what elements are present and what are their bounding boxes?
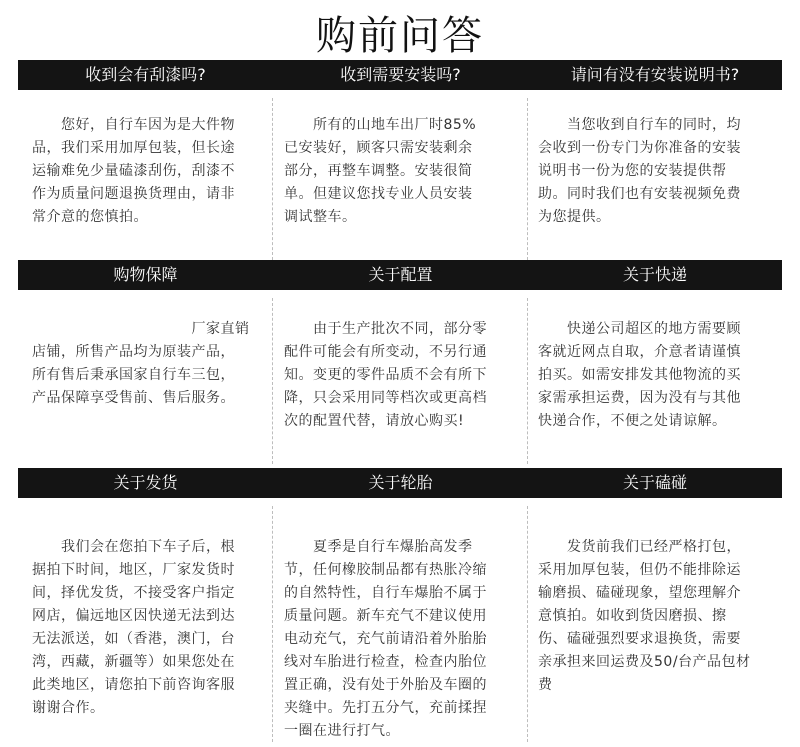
column-divider: [272, 506, 273, 742]
faq-header: 关于磕碰: [622, 473, 687, 492]
faq-header: 关于配置: [368, 265, 433, 284]
faq-answer: 我们会在您拍下车子后，根 据拍下时间，地区，厂家发货时 间，择优发货，不接受客户指定 网店，偏远地区因快递无法到达 无法派送，如（香港，澳门，台 湾，西藏，新疆等）如果您处在 此类地区，请您拍下前咨询客服 谢谢合作。: [32, 539, 235, 716]
faq-answer: 快递公司超区的地方需要顾 客就近网点自取，介意者请谨慎 拍买。如需安排发其他物流的买 家需承担运费，因为没有与其他 快递合作，不便之处请谅解。: [538, 321, 741, 429]
faq-header: 收到会有刮漆吗?: [85, 65, 206, 84]
faq-header-band: [18, 60, 782, 90]
faq-answer: 由于生产批次不同，部分零 配件可能会有所变动，不另行通 知。变更的零件品质不会有所下 降，只会采用同等档次或更高档 次的配置代替，请放心购买!: [284, 321, 487, 429]
faq-header: 关于轮胎: [368, 473, 433, 492]
faq-header: 请问有没有安装说明书?: [570, 65, 740, 84]
faq-answer: 您好，自行车因为是大件物 品，我们采用加厚包装，但长途 运输难免少量磕漆刮伤，刮漆不 作为质量问题退换货理由，请非 常介意的您慎拍。: [32, 117, 235, 225]
faq-header-band: [18, 468, 782, 498]
column-divider: [527, 298, 528, 464]
faq-header: 购物保障: [113, 265, 178, 284]
faq-header: 收到需要安装吗?: [340, 65, 461, 84]
faq-header-band: [18, 260, 782, 290]
column-divider: [272, 298, 273, 464]
column-divider: [272, 98, 273, 260]
faq-answer: 夏季是自行车爆胎高发季 节，任何橡胶制品都有热胀冷缩 的自然特性，自行车爆胎不属于 质量问题。新车充气不建议使用 电动充气，充气前请沿着外胎胎 线对车胎进行检查，检查内胎位 置正确，没有处于外胎及车圈的 夹缝中。先打五分气，充前揉捏 一圈在进行打气。: [284, 539, 487, 739]
faq-answer: 厂家直销 店铺，所售产品均为原装产品， 所有售后秉承国家自行车三包， 产品保障享受售前、售后服务。: [32, 321, 250, 406]
page-title: 购前问答: [316, 13, 484, 59]
faq-answer: 发货前我们已经严格打包， 采用加厚包装，但仍不能排除运 输磨损、磕碰现象，望您理解介 意慎拍。如收到货因磨损、擦 伤、磕碰强烈要求退换货，需要 亲承担来回运费及50/台产品包材 费: [538, 539, 751, 693]
column-divider: [527, 98, 528, 260]
faq-answer: 当您收到自行车的同时，均 会收到一份专门为你准备的安装 说明书一份为您的安装提供帮 助。同时我们也有安装视频免费 为您提供。: [538, 117, 741, 225]
column-divider: [527, 506, 528, 742]
faq-answer: 所有的山地车出厂时85% 已安装好，顾客只需安装剩余 部分，再整车调整。安装很简 单。但建议您找专业人员安装 调试整车。: [284, 117, 477, 225]
faq-header: 关于快递: [622, 265, 687, 284]
faq-header: 关于发货: [113, 473, 178, 492]
